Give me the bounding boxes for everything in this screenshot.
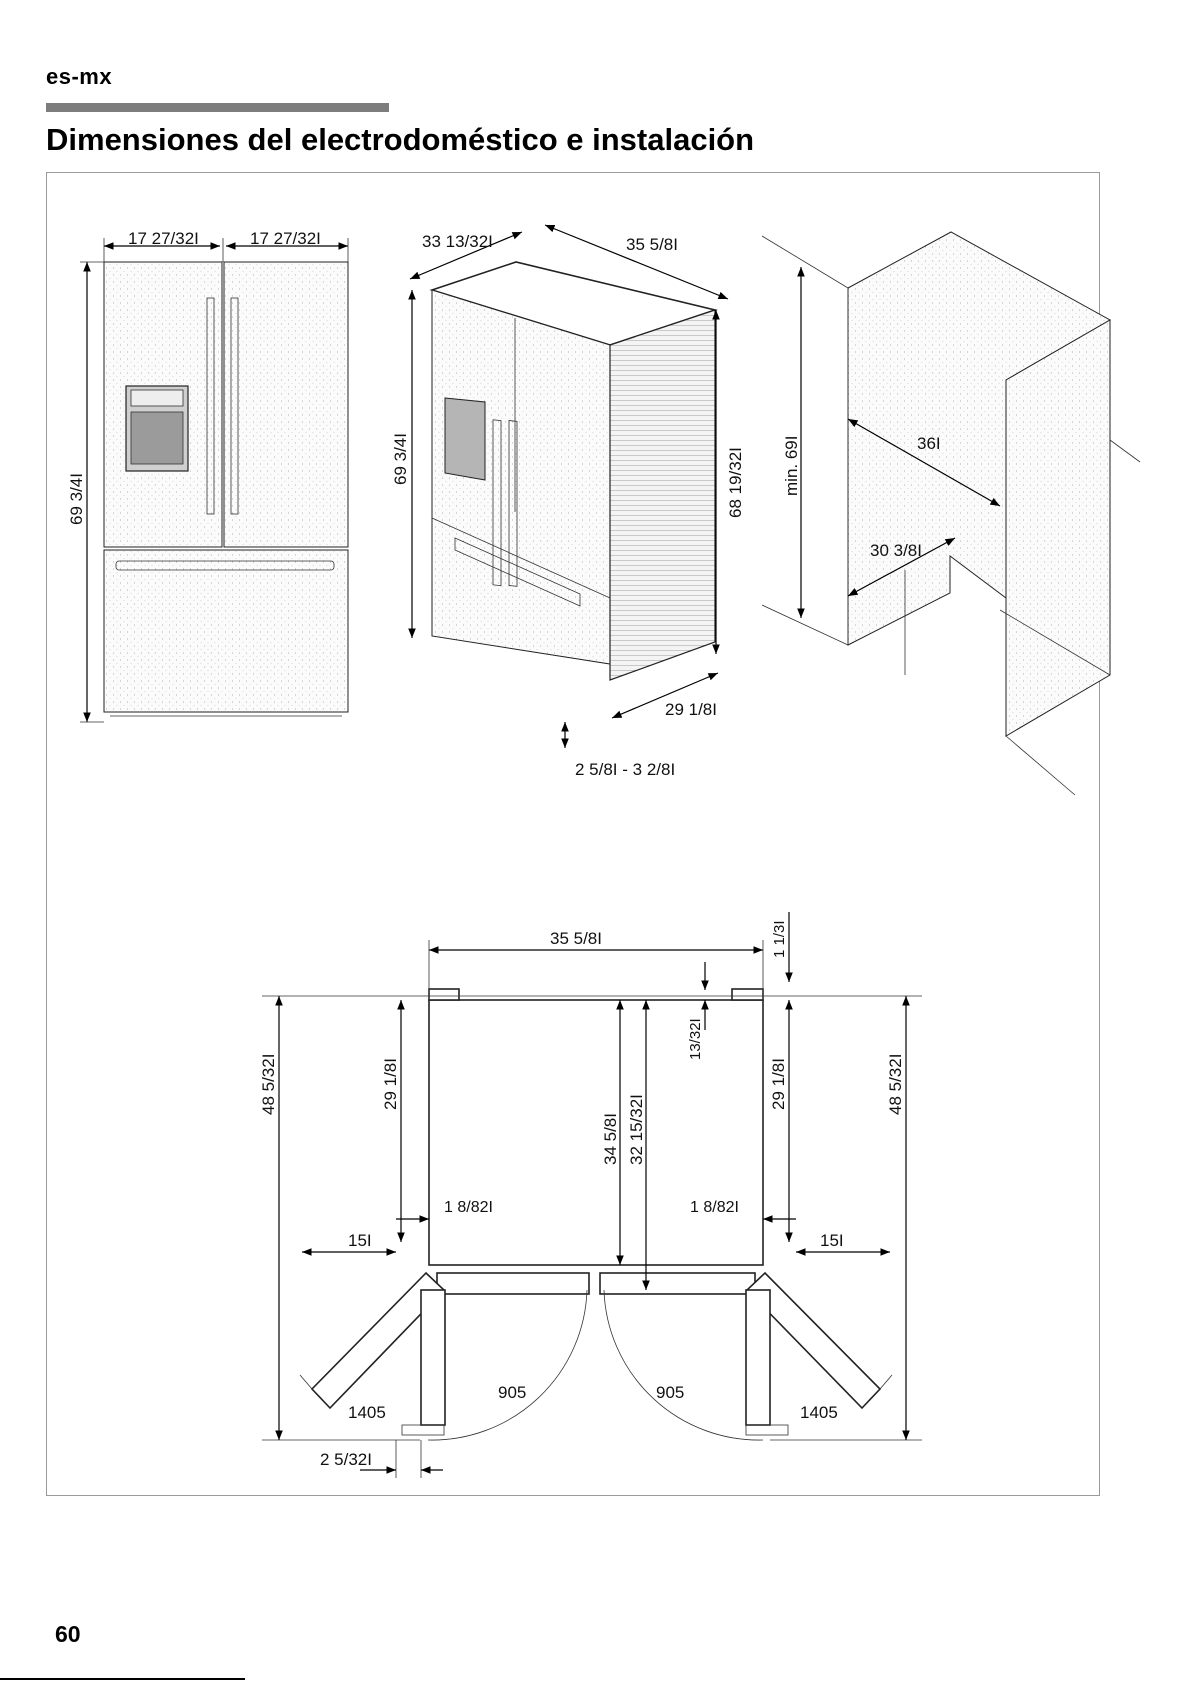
language-code: es-mx bbox=[46, 64, 113, 89]
iso-top-width: 33 13/32I bbox=[422, 232, 493, 251]
freezer-drawer bbox=[104, 550, 348, 712]
front-width-left: 17 27/32I bbox=[128, 229, 199, 248]
top-clearance-right: 15I bbox=[820, 1231, 844, 1250]
top-swing-inner-left: 905 bbox=[498, 1383, 527, 1402]
top-swing-left: 1405 bbox=[348, 1403, 386, 1422]
page-title: Dimensiones del electrodoméstico e instalación bbox=[46, 122, 755, 157]
front-view bbox=[104, 262, 348, 716]
iso-front bbox=[432, 290, 610, 664]
top-depth-overall: 35 5/8I bbox=[550, 929, 602, 948]
top-body-depth-b: 32 15/32I bbox=[627, 1094, 646, 1165]
niche-depth: 30 3/8I bbox=[870, 541, 922, 560]
iso-side bbox=[610, 310, 715, 680]
right-door bbox=[224, 262, 348, 547]
front-height: 69 3/4I bbox=[67, 473, 86, 525]
niche-view bbox=[762, 232, 1140, 795]
top-body-depth-a: 34 5/8I bbox=[601, 1113, 620, 1165]
iso-height-back: 68 19/32I bbox=[726, 447, 745, 518]
top-gap: 1 1/3I bbox=[771, 920, 788, 958]
top-swing-right: 1405 bbox=[800, 1403, 838, 1422]
top-swing-inner-right: 905 bbox=[656, 1383, 685, 1402]
niche-min-height: min. 69I bbox=[782, 435, 801, 496]
top-view bbox=[300, 989, 892, 1440]
top-offset-right: 1 8/82I bbox=[690, 1199, 739, 1216]
top-door-left: 29 1/8I bbox=[381, 1058, 400, 1110]
top-cabinet bbox=[429, 1000, 763, 1265]
page-number: 60 bbox=[55, 1621, 81, 1647]
iso-base-depth: 29 1/8I bbox=[665, 700, 717, 719]
front-width-right: 17 27/32I bbox=[250, 229, 321, 248]
iso-height-front: 69 3/4I bbox=[391, 433, 410, 485]
top-overall-left: 48 5/32I bbox=[259, 1053, 278, 1115]
dispenser-display bbox=[131, 390, 183, 406]
top-overall-right: 48 5/32I bbox=[886, 1053, 905, 1115]
iso-leveling: 2 5/8I - 3 2/8I bbox=[575, 760, 676, 779]
niche-width: 36I bbox=[917, 434, 941, 453]
top-clearance-left: 15I bbox=[348, 1231, 372, 1250]
top-bottom-gap: 2 5/32I bbox=[320, 1450, 372, 1469]
top-door-right: 29 1/8I bbox=[769, 1058, 788, 1110]
footer-line bbox=[0, 1678, 245, 1680]
top-offset-left: 1 8/82I bbox=[444, 1199, 493, 1216]
iso-view bbox=[432, 262, 715, 680]
top-gap-small: 13/32I bbox=[687, 1018, 704, 1060]
iso-top-depth: 35 5/8I bbox=[626, 235, 678, 254]
